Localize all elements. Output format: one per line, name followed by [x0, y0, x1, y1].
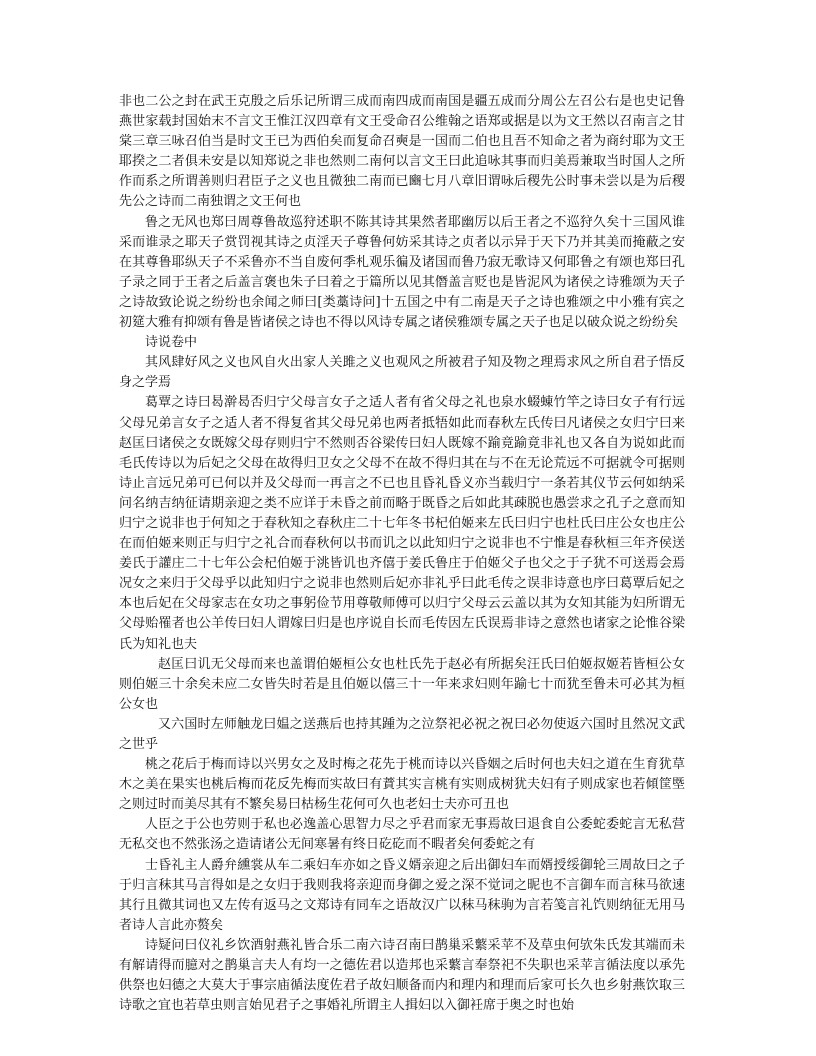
paragraph-tao-zhi-hua: 桃之花后于梅而诗以兴男女之及时梅之花先于桃而诗以兴昏姻之后时何也夫妇之道在生育犹草木之美在果实也桃后梅而花反先梅而实故曰有蕡其实言桃有实则成树犹夫妇有子则成家也若傾筐塈之则过时而美尽其有不繁矣易曰枯杨生花何可久也老妇士夫亦可丑也 [119, 757, 685, 813]
paragraph-shi-hun-li: 士昏礼主人爵弁纁裳从车二乘妇车亦如之昏义婿亲迎之后出御妇车而婿授绥御轮三周故曰之子于归言秣其马言得如是之女归于我则我将亲迎而身御之爱之深不觉词之昵也不言御车而言秣马欲速其行且微其词也又左传有返马之文郑诗有同车之语故汉广以秣马秣驹为言若笺言礼饩则纳征无用马者诗人言此亦赘矣 [119, 857, 685, 933]
paragraph-ren-chen: 人臣之于公也劳则于私也必逸盖心思智力尽之乎君而家无事焉故曰退食自公委蛇委蛇言无私营无私交也不然张汤之造请诸公无间寒暑有终日矻矻而不暇者矣何委蛇之有 [119, 817, 685, 853]
paragraph-feng-definition: 其风肆好风之义也风自火出家人关雎之义也观风之所被君子知及物之理焉求风之所自君子悟反身之学焉 [119, 355, 685, 391]
section-heading: 诗说卷中 [145, 335, 198, 351]
paragraph-six-states-note: 又六国时左师触龙曰媪之送燕后也持其踵为之泣祭祀必祝之祝曰必勿使返六国时且然况文武之世乎 [119, 716, 685, 752]
paragraph-ge-tan: 葛覃之诗曰曷澣曷否归宁父母言女子之适人者有省父母之礼也泉水蝃蝀竹竿之诗曰女子有行远父母兄弟言女子之适人者不得复省其父母兄弟也两者抵牾如此而春秋左氏传曰凡诸侯之女归宁曰来赵匡曰诸侯之女既嫁父母存则归宁不然则否谷梁传曰妇人既嫁不踰竟踰竟非礼也又各自为说如此而毛氏传诗以为后妃之父母在故得归卫女之父母不在故不得归其在与不在无论荒远不可据就令可据则诗止言远兄弟可已何以并及父母而一再言之不已也且昏礼昏义亦当载归宁一条若其仪节云何如纳采问名纳吉纳征请期亲迎之类不应详于未昏之前而略于既昏之后如此其疎脱也愚尝求之孔子之意而知归宁之说非也于何知之于春秋知之春秋庄二十七年冬书杞伯姬来左氏曰归宁也杜氏曰庄公女也庄公在而伯姬来则正与归宁之礼合而春秋何以书而讥之以此知归宁之说非也不宁惟是春秋桓三年齐侯送姜氏于讙庄二十七年公会杞伯姬于洮皆讥也齐僖于姜氏鲁庄于伯姬父子也父之于子犹不可送焉会焉况女之来归于父母乎以此知归宁之说非也然则后妃亦非礼乎曰此毛传之误非诗意也序曰葛覃后妃之本也后妃在父母家志在女功之事躬俭节用尊敬师傅可以归宁父母云云盖以其为女知其能为妇所谓无父母贻罹者也公羊传曰妇人谓嫁曰归是也序说自长而毛传因左氏误焉非诗之意然也诸家之论惟谷梁氏为知礼也夫 [119, 395, 685, 652]
paragraph-zhao-kuang-note: 赵匡曰讥无父母而来也盖谓伯姬桓公女也杜氏先于赵必有所据矣汪氏曰伯姬叔姬若皆桓公女则伯姬三十余矣未应二女皆失时若是且伯姬以僖三十一年来求妇则年踰七十而犹至鲁未可必其为桓公女也 [119, 656, 685, 712]
document-page [119, 92, 685, 1016]
paragraph-shi-yi-wen: 诗疑问曰仪礼乡饮酒射燕礼皆合乐二南六诗召南曰鹊巢采蘩采苹不及草虫何欤朱氏发其端而未有解请得而臆对之鹊巢言夫人有均一之德佐君以造邦也采蘩言奉祭祀不失职也采苹言循法度以承先供祭也妇德之大莫大于事宗庙循法度佐君子故妇顺备而内和理内和理而后家可长久也乡射燕饮取三诗歌之宜也若草虫则言始见君子之事婚礼所谓主人揖妇以入御衽席于奥之时也始 [119, 937, 685, 1014]
paragraph-continuation: 非也二公之封在武王克殷之后乐记所谓三成而南四成而南国是疆五成而分周公左召公右是也史记鲁燕世家载封国始末不言文王惟江汉四章有文王受命召公维翰之语郑或据是以为文王然以召南言之甘棠三章三咏召伯当是时文王已为西伯矣而复命召奭是一国而二伯也且吾不知命之者为商纣耶为文王耶揆之二者俱未安是以知郑说之非也然则二南何以言文王曰此追咏其事而归美焉兼取当时国人之所作而系之所谓善则归君臣子之义也且微独二南而已豳七月八章旧谓咏后稷先公时事未尝以是为后稷先公之诗而二南独谓之文王何也 [119, 94, 685, 210]
paragraph-lu-no-feng: 鲁之无风也郑曰周尊鲁故巡狩述职不陈其诗其果然者耶幽厉以后王者之不巡狩久矣十三国风谁采而谁录之耶天子赏罚视其诗之贞淫天子尊鲁何妨采其诗之贞者以示异于天下乃并其美而掩蔽之安在其尊鲁耶纵天子不采鲁亦不当自废何季札观乐徧及诸国而鲁乃寂无歌诗又何耶鲁之有颂也郑曰孔子录之同于王者之后盖言褒也朱子曰着之于篇所以见其僭盖言贬也是皆泥风为诸侯之诗雅颂为天子之诗故致论说之纷纷也余闻之师曰[类藁诗问]十五国之中有二南是天子之诗也雅颂之中小雅有宾之初筵大雅有抑颂有鲁是皆诸侯之诗也不得以风诗专属之诸侯雅颂专属之天子也足以破众说之纷纷矣 [119, 214, 685, 331]
